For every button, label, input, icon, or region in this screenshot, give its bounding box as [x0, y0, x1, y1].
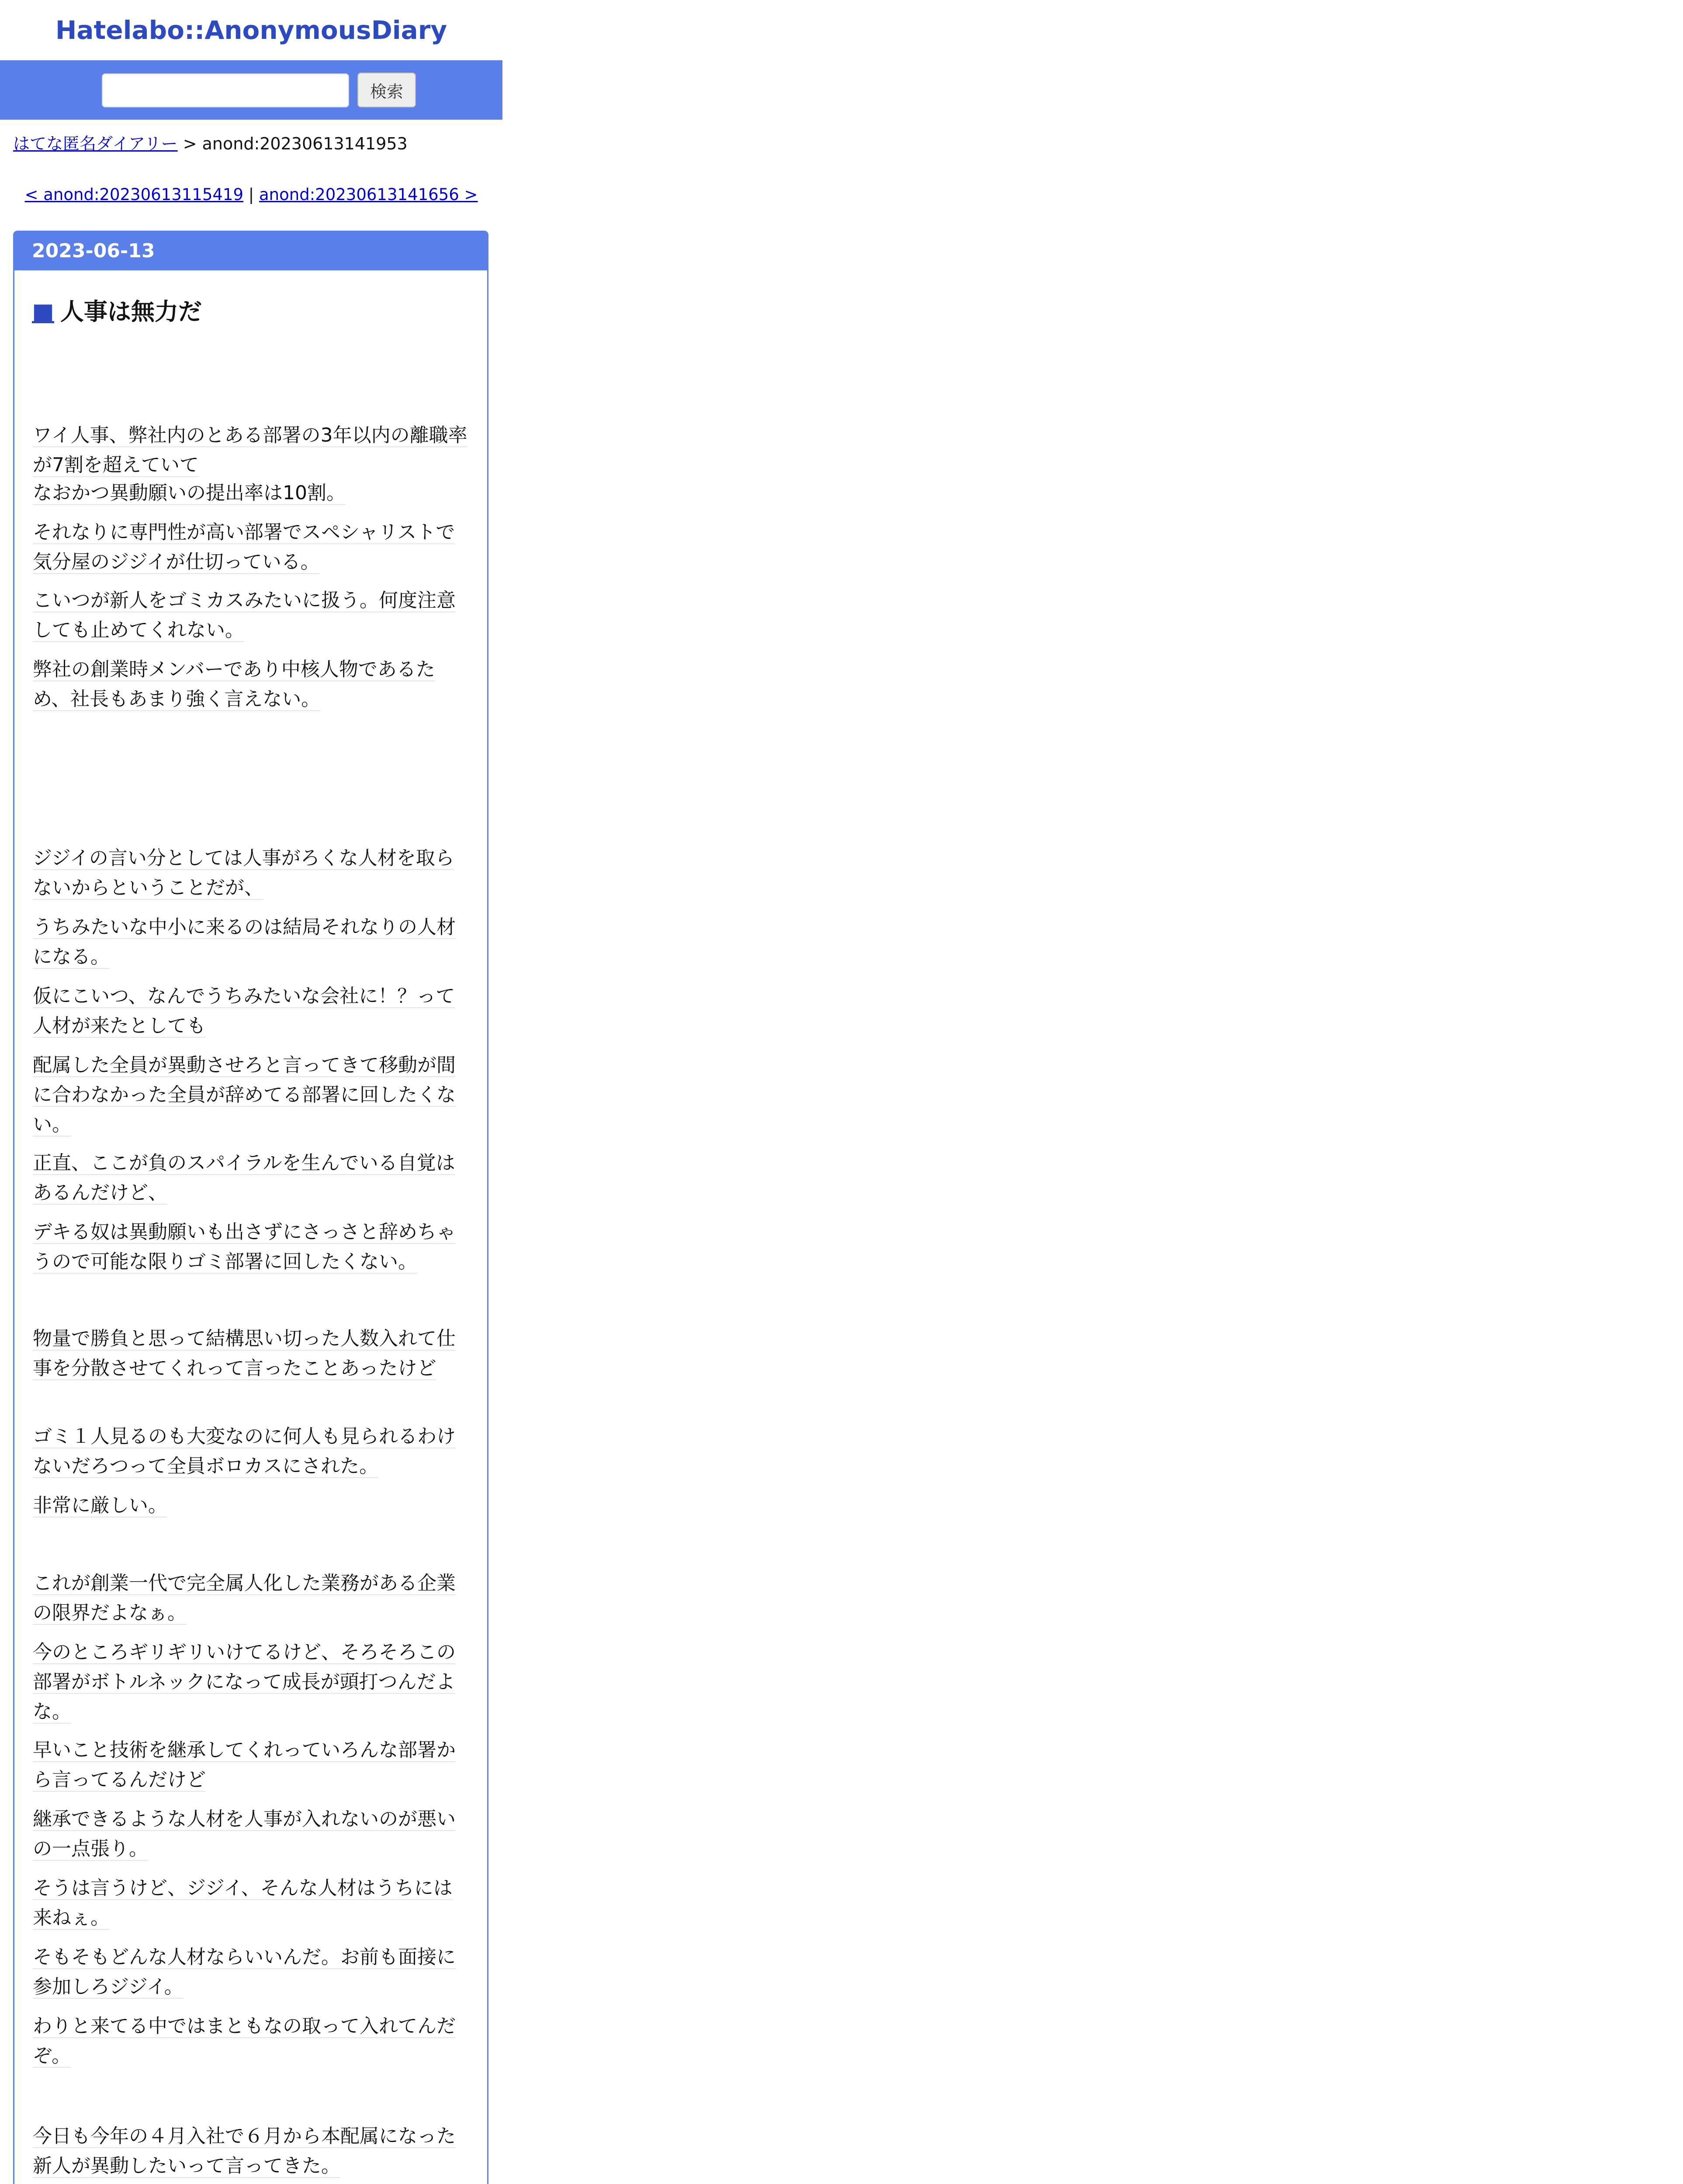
breadcrumb-current: anond:20230613141953 — [202, 134, 408, 153]
entry-paragraph: うちみたいな中小に来るのは結局それなりの人材になる。 — [33, 916, 456, 968]
entry-paragraph: 仮にこいつ、なんでうちみたいな会社に！？って人材が来たとしても — [33, 985, 455, 1037]
entry-paragraph: 早いこと技術を継承してくれっていろんな部署から言ってるんだけど — [33, 1739, 456, 1791]
entry-paragraph: 物量で勝負と思って結構思い切った人数入れて仕事を分散させてくれって言ったことあったけど — [33, 1327, 456, 1379]
site-logo[interactable]: Hatelabo::AnonymousDiary — [55, 15, 447, 45]
search-button[interactable]: 検索 — [357, 73, 416, 107]
entry-paragraph: 配属した全員が異動させろと言ってきて移動が間に合わなかった全員が辞めてる部署に回したくない。 — [33, 1054, 456, 1136]
entry-paragraph: 今のところギリギリいけてるけど、そろそろこの部署がボトルネックになって成長が頭打つんだよな。 — [33, 1641, 456, 1723]
entry-paragraph: 今日も今年の４月入社で６月から本配属になった新人が異動したいって言ってきた。 — [33, 2125, 456, 2177]
breadcrumb — [13, 130, 408, 154]
pager-separator: | — [248, 185, 254, 204]
entry-paragraph: わりと来てる中ではまともなの取って入れてんだぞ。 — [33, 2015, 456, 2067]
breadcrumb-home-link[interactable]: はてな匿名ダイアリー — [13, 134, 178, 153]
header — [0, 0, 502, 60]
search-input[interactable] — [102, 73, 349, 107]
search-bar — [0, 60, 502, 120]
entry-paragraph: ジジイの言い分としては人事がろくな人材を取らないからということだが、 — [33, 847, 454, 899]
diary-entry — [13, 231, 488, 2184]
entry-paragraph: 正直、ここが負のスパイラルを生んでいる自覚はあるんだけど、 — [33, 1152, 455, 1204]
prev-entry-link[interactable]: < anond:20230613115419 — [24, 185, 243, 204]
entry-date-bar — [14, 232, 487, 270]
entry-date: 2023-06-13 — [32, 240, 155, 262]
entry-paragraph: 非常に厳しい。 — [33, 1494, 167, 1517]
title-permalink-marker[interactable]: ■ — [32, 298, 55, 325]
entry-paragraph: そもそもどんな人材ならいいんだ。お前も面接に参加しろジジイ。 — [33, 1946, 456, 1998]
entry-title — [32, 293, 202, 327]
entry-paragraph: ゴミ１人見るのも大変なのに何人も見られるわけないだろつって全員ボロカスにされた。 — [33, 1425, 456, 1477]
entry-pager — [0, 185, 502, 204]
entry-paragraph: ワイ人事、弊社内のとある部署の3年以内の離職率が7割を超えていて — [33, 424, 468, 476]
entry-paragraph: なおかつ異動願いの提出率は10割。 — [33, 482, 346, 504]
entry-paragraph: こいつが新人をゴミカスみたいに扱う。何度注意しても止めてくれない。 — [33, 589, 456, 641]
entry-paragraph: そうは言うけど、ジジイ、そんな人材はうちには来ねぇ。 — [33, 1877, 453, 1929]
next-entry-link[interactable]: anond:20230613141656 > — [259, 185, 478, 204]
entry-paragraph: デキる奴は異動願いも出さずにさっさと辞めちゃうので可能な限りゴミ部署に回したくない。 — [33, 1221, 456, 1273]
entry-title-text: 人事は無力だ — [60, 298, 202, 325]
entry-paragraph: それなりに専門性が高い部署でスペシャリストで気分屋のジジイが仕切っている。 — [33, 521, 455, 573]
entry-paragraph: これが創業一代で完全属人化した業務がある企業の限界だよなぁ。 — [33, 1572, 456, 1624]
entry-paragraph: 弊社の創業時メンバーであり中核人物であるため、社長もあまり強く言えない。 — [33, 658, 435, 710]
entry-paragraph: 継承できるような人材を人事が入れないのが悪いの一点張り。 — [33, 1808, 456, 1860]
breadcrumb-separator: > — [183, 134, 197, 153]
